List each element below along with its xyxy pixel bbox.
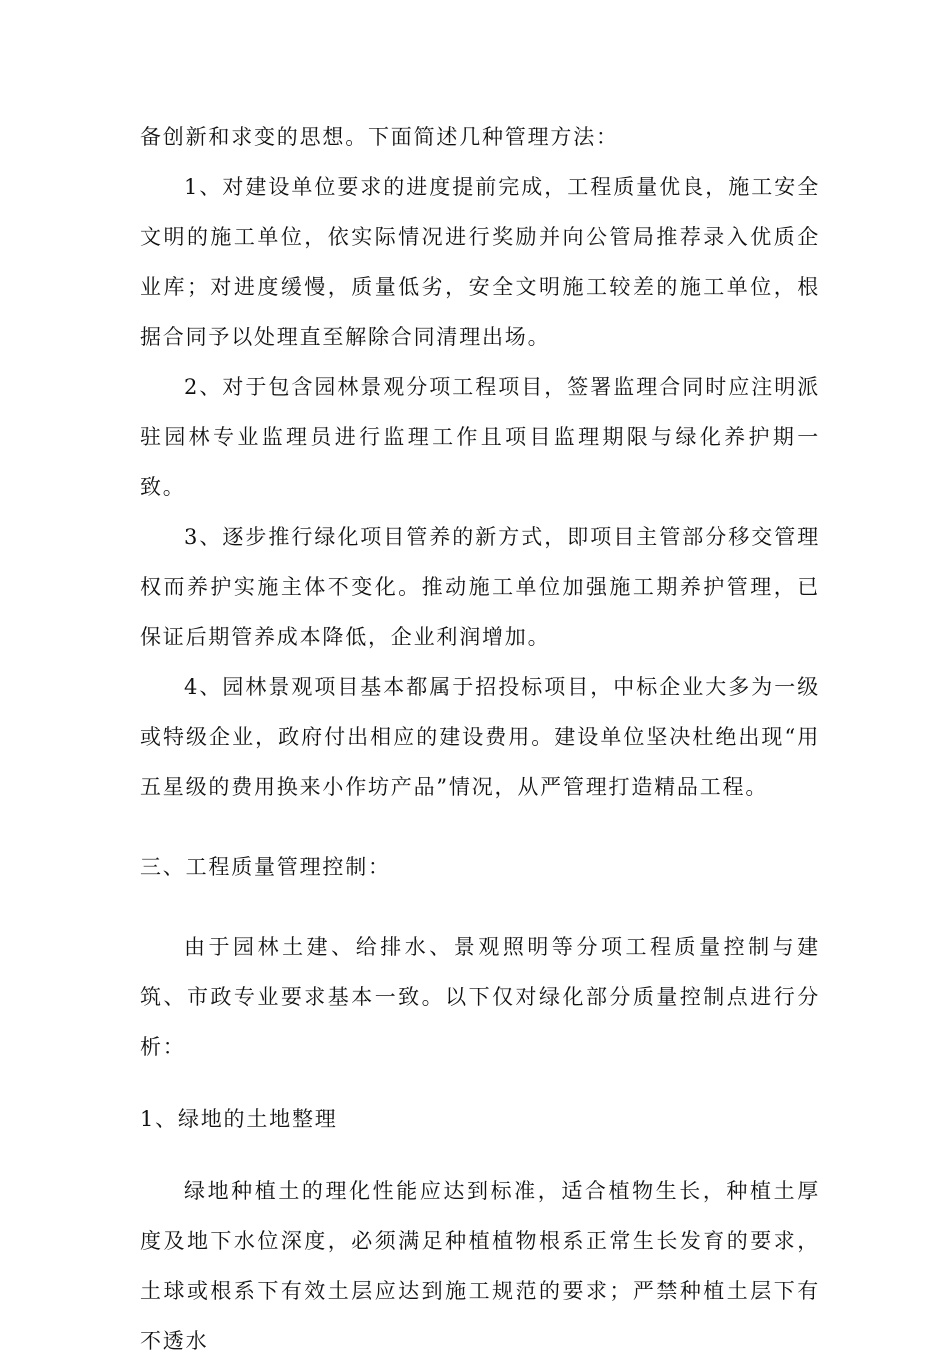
subheading-land-preparation: 1、绿地的土地整理 [140,1107,338,1131]
paragraph-item-3: 3、逐步推行绿化项目管养的新方式，即项目主管部分移交管理权而养护实施主体不变化。推动施工单位加强施工期养护管理，已保证后期管养成本降低，企业利润增加。 [140,525,820,649]
paragraph-intro: 备创新和求变的思想。下面简述几种管理方法： [140,125,619,149]
paragraph-item-4: 4、园林景观项目基本都属于招投标项目，中标企业大多为一级或特级企业，政府付出相应的建设费用。建设单位坚决杜绝出现“用五星级的费用换来小作坊产品”情况，从严管理打造精品工程。 [140,675,820,799]
paragraph-quality-intro: 由于园林土建、给排水、景观照明等分项工程质量控制与建筑、市政专业要求基本一致。以下仅对绿化部分质量控制点进行分析： [140,935,820,1059]
paragraph-item-2: 2、对于包含园林景观分项工程项目，签署监理合同时应注明派驻园林专业监理员进行监理工作且项目监理期限与绿化养护期一致。 [140,375,820,499]
section-heading-quality-control: 三、工程质量管理控制： [140,855,391,879]
document-body [140,112,820,1366]
paragraph-item-1: 1、对建设单位要求的进度提前完成，工程质量优良，施工安全文明的施工单位，依实际情况进行奖励并向公管局推荐录入优质企业库；对进度缓慢，质量低劣，安全文明施工较差的施工单位，根据合同予以处理直至解除合同清理出场。 [140,175,820,349]
paragraph-land-preparation: 绿地种植土的理化性能应达到标准，适合植物生长，种植土厚度及地下水位深度，必须满足种植植物根系正常生长发育的要求，土球或根系下有效土层应达到施工规范的要求；严禁种植土层下有不透水 [140,1179,820,1353]
